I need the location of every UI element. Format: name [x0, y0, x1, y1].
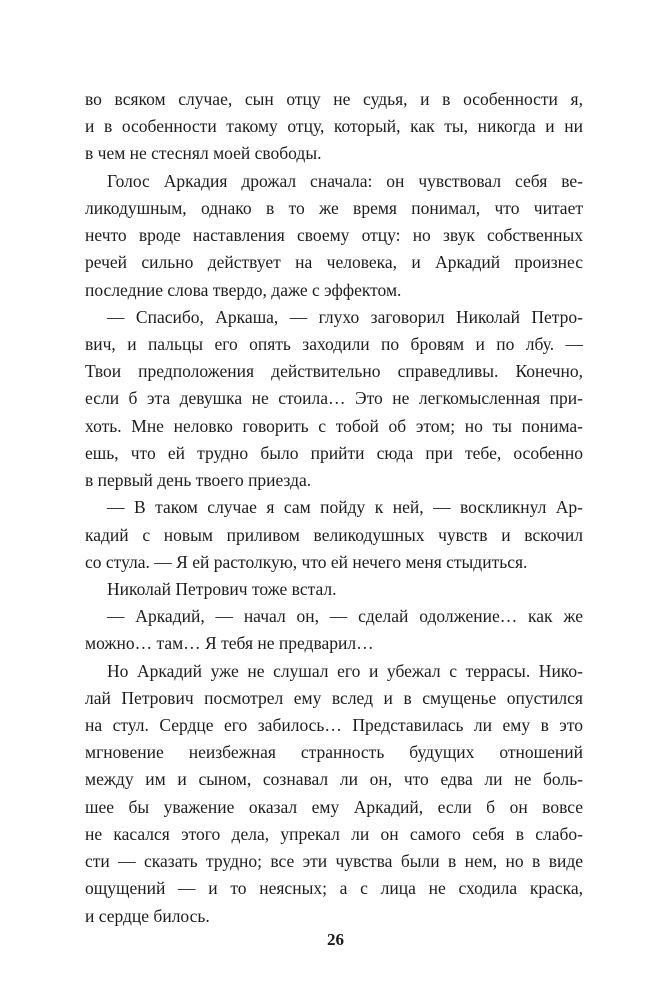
text-line: кадий с новым приливом великодушных чувств и вскочил — [85, 524, 583, 545]
text-line: Но Аркадий уже не слушал его и убежал с террасы. Нико- — [107, 660, 583, 681]
page-text — [85, 86, 583, 930]
text-line: со стула. — Я ей растолкую, что ей нечего меня стыдиться. — [85, 551, 528, 572]
text-line: Николай Петрович тоже встал. — [107, 578, 337, 599]
text-line: сти — сказать трудно; все эти чувства были в нем, но в виде — [85, 851, 583, 872]
paragraph — [85, 168, 583, 304]
paragraph — [85, 658, 583, 930]
text-line: лай Петрович посмотрел ему вслед и в смущенье опустился — [85, 687, 583, 708]
text-line: в чем не стеснял моей свободы. — [85, 143, 322, 164]
text-line: хоть. Мне неловко говорить с тобой об этом; но ты понима- — [85, 415, 583, 436]
text-line: — Аркадий, — начал он, — сделай одолжение… как же — [107, 606, 583, 627]
text-line: на стул. Сердце его забилось… Представилась ли ему в это — [85, 715, 583, 736]
text-line: Голос Аркадия дрожал сначала: он чувствовал себя ве- — [107, 170, 583, 191]
text-line: нечто вроде наставления своему отцу: но звук собственных — [85, 225, 583, 246]
text-line: и в особенности такому отцу, который, как ты, никогда и ни — [85, 116, 583, 137]
paragraph — [85, 86, 583, 168]
text-line: шее бы уважение оказал ему Аркадий, если б он вовсе — [85, 796, 583, 817]
paragraph — [85, 494, 583, 576]
text-line: мгновение неизбежная странность будущих отношений — [85, 742, 583, 763]
page-number: 26 — [327, 930, 344, 949]
text-line: не касался этого дела, упрекал ли он самого себя в слабо- — [85, 823, 583, 844]
text-line: можно… там… Я тебя не предварил… — [85, 633, 374, 654]
text-line: вич, и пальцы его опять заходили по бровям и по лбу. — — [85, 333, 583, 354]
paragraph — [85, 576, 583, 603]
paragraph — [85, 304, 583, 495]
text-line: последние слова твердо, даже с эффектом. — [85, 279, 402, 300]
text-line: речей сильно действует на человека, и Аркадий произнес — [85, 252, 583, 273]
text-line: между им и сыном, сознавал ли он, что едва ли не боль- — [85, 769, 583, 790]
text-line: и сердце билось. — [85, 905, 210, 926]
text-line: — Спасибо, Аркаша, — глухо заговорил Николай Петро- — [107, 306, 583, 327]
text-line: ощущений — и то неясных; а с лица не сходила краска, — [85, 878, 583, 899]
text-line: Твои предположения действительно справедливы. Конечно, — [85, 361, 583, 382]
text-line: — В таком случае я сам пойду к ней, — воскликнул Ар- — [107, 497, 583, 518]
text-line: в первый день твоего приезда. — [85, 470, 312, 491]
text-line: ешь, что ей трудно было прийти сюда при тебе, особенно — [85, 442, 583, 463]
text-line: ликодушным, однако в то же время понимал, что читает — [85, 197, 583, 218]
text-line: во всяком случае, сын отцу не судья, и в особенности я, — [85, 89, 583, 109]
paragraph — [85, 603, 583, 657]
text-line: если б эта девушка не стоила… Это не легкомысленная при- — [85, 388, 583, 409]
